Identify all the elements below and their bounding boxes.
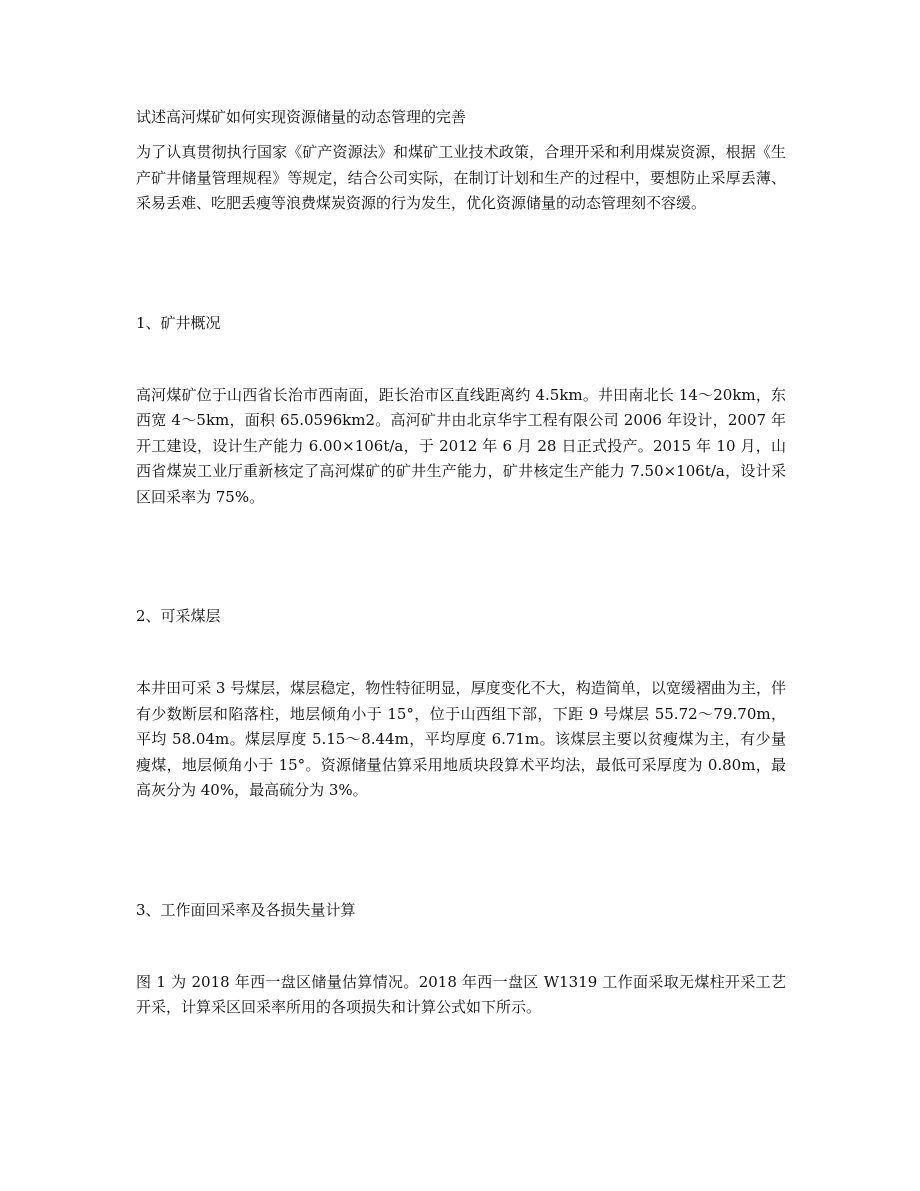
section-heading-mine-overview: 1、矿井概况 xyxy=(136,313,221,332)
section-heading-recovery-rate: 3、工作面回采率及各损失量计算 xyxy=(136,900,356,919)
intro-paragraph: 为了认真贯彻执行国家《矿产资源法》和煤矿工业技术政策，合理开采和利用煤炭资源，根据《生产矿井储量管理规程》等规定，结合公司实际，在制订计划和生产的过程中，要想防止采厚丢薄、采易丢难、吃肥丢瘦等浪费煤炭资源的行为发生，优化资源储量的动态管理刻不容缓。 xyxy=(136,143,786,212)
section-body-recovery-rate: 图 1 为 2018 年西一盘区储量估算情况。2018 年西一盘区 W1319 工作面采取无煤柱开采工艺开采，计算采区回采率所用的各项损失和计算公式如下所示。 xyxy=(136,972,786,1016)
document-page xyxy=(136,104,786,1021)
section-heading-minable-seam: 2、可采煤层 xyxy=(136,607,221,625)
section-body-mine-overview: 高河煤矿位于山西省长治市西南面，距长治市区直线距离约 4.5km。井田南北长 14～20km，东西宽 4～5km，面积 65.0596km2。高河矿井由北京华宇工程有限公司 2006 年设计，2007 年开工建设，设计生产能力 6.00×106t/a，于 2012 年 6 月 28 日正式投产。2015 年 10 月，山西省煤炭工业厅重新核定了高河煤矿的矿井生产能力，矿井核定生产能力 7.50×106t/a，设计采区回采率为 75%。 xyxy=(136,385,786,506)
section-body-minable-seam: 本井田可采 3 号煤层，煤层稳定，物性特征明显，厚度变化不大，构造简单，以宽缓褶曲为主，伴有少数断层和陷落柱，地层倾角小于 15°，位于山西组下部，下距 9 号煤层 55.72～79.70m，平均 58.04m。煤层厚度 5.15～8.44m，平均厚度 6.71m。该煤层主要以贫瘦煤为主，有少量瘦煤，地层倾角小于 15°。资源储量估算采用地质块段算术平均法，最低可采厚度为 0.80m，最高灰分为 40%，最高硫分为 3%。 xyxy=(136,679,786,799)
document-title: 试述高河煤矿如何实现资源储量的动态管理的完善 xyxy=(136,108,467,126)
